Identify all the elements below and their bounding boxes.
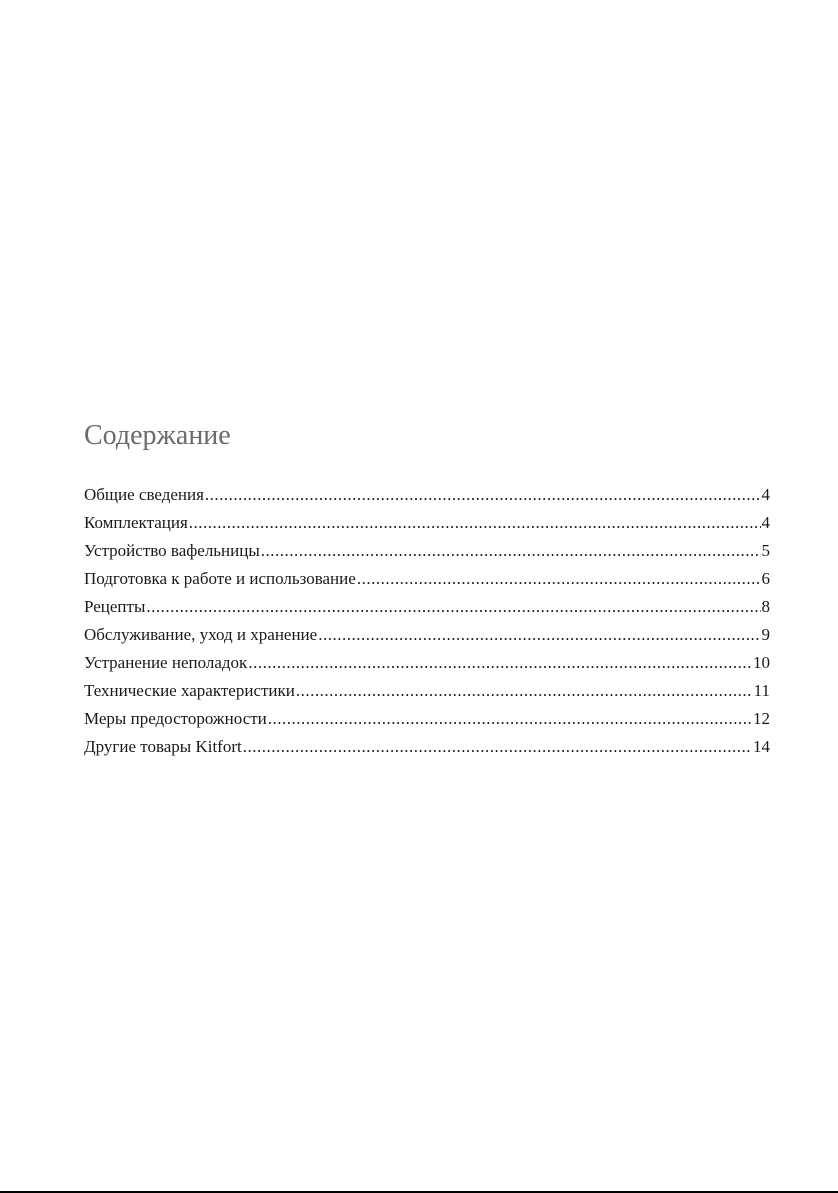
toc-entry-preparation-and-use[interactable]	[84, 565, 770, 593]
toc-entry-label: Подготовка к работе и использование	[84, 569, 356, 588]
toc-dot-leader	[268, 705, 752, 733]
toc-dot-leader	[243, 733, 752, 761]
toc-dot-leader	[318, 621, 760, 649]
toc-entry-page: 12	[753, 709, 770, 728]
toc-entry-page: 8	[761, 597, 770, 616]
toc-title: Содержание	[84, 420, 231, 451]
toc-entry-label: Устранение неполадок	[84, 653, 248, 672]
toc-entry-label: Устройство вафельницы	[84, 541, 260, 560]
toc-entry-label: Другие товары Kitfort	[84, 737, 242, 756]
toc-entry-label: Обслуживание, уход и хранение	[84, 625, 318, 644]
toc-entry-page: 11	[753, 681, 770, 700]
toc-entry-general-info[interactable]	[84, 481, 770, 509]
toc-entry-page: 5	[761, 541, 770, 560]
toc-entry-label: Общие сведения	[84, 485, 204, 504]
toc-entry-label: Технические характеристики	[84, 681, 295, 700]
toc-entry-specifications[interactable]	[84, 677, 770, 705]
toc-entry-maintenance[interactable]	[84, 621, 770, 649]
toc-dot-leader	[296, 677, 753, 705]
toc-entry-page: 9	[761, 625, 770, 644]
toc-dot-leader	[261, 537, 761, 565]
toc-entry-device-structure[interactable]	[84, 537, 770, 565]
toc-entry-label: Рецепты	[84, 597, 146, 616]
toc-entry-label: Комплектация	[84, 513, 188, 532]
toc-entry-label: Меры предосторожности	[84, 709, 267, 728]
toc-entry-page: 14	[753, 737, 770, 756]
toc-dot-leader	[357, 565, 761, 593]
toc-entry-recipes[interactable]	[84, 593, 770, 621]
toc-entry-safety-precautions[interactable]	[84, 705, 770, 733]
toc-list	[84, 481, 770, 761]
toc-entry-page: 4	[761, 513, 770, 532]
toc-dot-leader	[189, 509, 761, 537]
toc-entry-page: 6	[761, 569, 770, 588]
toc-entry-page: 10	[753, 653, 770, 672]
toc-dot-leader	[146, 593, 760, 621]
toc-entry-other-products[interactable]	[84, 733, 770, 761]
toc-dot-leader	[205, 481, 761, 509]
toc-entry-page: 4	[761, 485, 770, 504]
toc-entry-package-contents[interactable]	[84, 509, 770, 537]
toc-entry-troubleshooting[interactable]	[84, 649, 770, 677]
toc-dot-leader	[248, 649, 752, 677]
